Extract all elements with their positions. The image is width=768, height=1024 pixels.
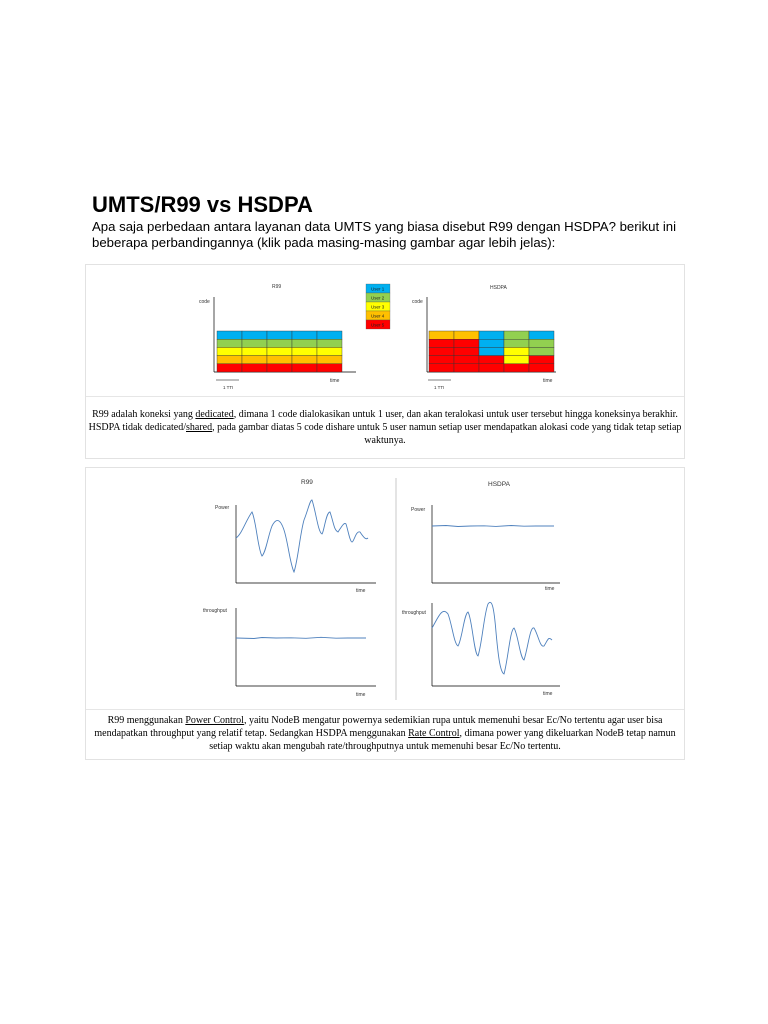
hsdpa-tti-label: 1 TTI	[434, 385, 445, 390]
code-allocation-figure[interactable]	[85, 264, 685, 459]
legend-label-user-2: User 2	[371, 295, 385, 301]
hsdpa-cell	[429, 331, 454, 339]
r99-tti-label: 1 TTI	[223, 385, 234, 390]
caption-text: , dimana power yang dikeluarkan NodeB tetap namun setiap waktu akan mengubah rate/throughputnya untuk memenuhi besar Ec/No tertentu.	[209, 728, 676, 752]
hsdpa-throughput-curve	[432, 602, 552, 674]
r99-cell	[317, 331, 342, 339]
r99-cell	[292, 331, 317, 339]
r99-throughput-label: throughput	[203, 608, 227, 614]
r99-title: R99	[272, 284, 282, 290]
caption-text: R99 adalah koneksi yang	[92, 409, 196, 420]
r99-cell	[217, 364, 242, 372]
figure2-separator	[86, 709, 684, 710]
r99-cell	[317, 364, 342, 372]
hsdpa-cell	[454, 331, 479, 339]
figure1-separator	[86, 396, 684, 397]
r99-cell	[217, 339, 242, 347]
r99-cell	[317, 347, 342, 355]
r99-cell	[242, 339, 267, 347]
hsdpa-cell	[504, 356, 529, 364]
hsdpa-cell	[529, 339, 554, 347]
hsdpa-cell	[479, 347, 504, 355]
r99-cell	[292, 364, 317, 372]
r99-cell	[242, 364, 267, 372]
hsdpa-power-curve	[432, 526, 554, 527]
caption-underline-rate-control: Rate Control	[408, 728, 460, 739]
caption-text: , yaitu NodeB mengatur powernya sedemikian rupa untuk memenuhi besar Ec/No tertentu agar user bisa mendapatkan throughput yang relatif tetap. Sedangkan HSDPA menggunakan	[94, 715, 663, 739]
r99-cell	[267, 356, 292, 364]
r99-cell	[242, 331, 267, 339]
caption-text: , dimana 1 code dialokasikan untuk 1 user, dan akan teralokasi untuk user tersebut hingga koneksinya berakhir. HSDPA tidak dedicated/	[88, 409, 678, 433]
r99-code-grid	[217, 331, 342, 372]
hsdpa-title: HSDPA	[490, 285, 507, 291]
r99-cell	[267, 347, 292, 355]
hsdpa-cell	[504, 339, 529, 347]
legend-label-user-1: User 1	[371, 286, 385, 292]
hsdpa-cell	[454, 339, 479, 347]
hsdpa-code-grid	[429, 331, 554, 372]
hsdpa-cell	[479, 356, 504, 364]
hsdpa-cell	[504, 347, 529, 355]
power-throughput-diagram	[86, 468, 684, 708]
power-throughput-figure[interactable]	[85, 467, 685, 760]
hsdpa-cell	[504, 364, 529, 372]
hsdpa-time-label: time	[543, 378, 553, 384]
hsdpa-cell	[454, 356, 479, 364]
hsdpa-cell	[529, 356, 554, 364]
r99-cell	[242, 356, 267, 364]
page-title: UMTS/R99 vs HSDPA	[92, 192, 313, 217]
code-allocation-diagram	[86, 265, 684, 395]
r99-cell	[217, 347, 242, 355]
legend-label-user-4: User 4	[371, 313, 385, 319]
r99-throughput-curve	[236, 637, 366, 638]
hsdpa-cell	[479, 331, 504, 339]
r99-cell	[317, 356, 342, 364]
hsdpa-cell	[529, 347, 554, 355]
hsdpa-code-label: code	[412, 299, 423, 305]
hsdpa-cell	[454, 364, 479, 372]
caption-underline-power-control: Power Control	[185, 715, 244, 726]
intro-paragraph: Apa saja perbedaan antara layanan data UMTS yang biasa disebut R99 dengan HSDPA? berikut ini beberapa perbandingannya (klik pada masing-masing gambar agar lebih jelas):	[92, 219, 677, 250]
hsdpa-cell	[429, 347, 454, 355]
r99-cell	[217, 356, 242, 364]
caption-text: , pada gambar diatas 5 code dishare untuk 5 user namun setiap user mendapatkan alokasi code yang tidak tetap setiap waktunya.	[212, 422, 682, 446]
hsdpa-power-label: Power	[411, 507, 426, 513]
r99-cell	[217, 331, 242, 339]
figure2-caption	[86, 714, 684, 753]
figure1-caption	[86, 408, 684, 447]
hsdpa-cell	[479, 339, 504, 347]
hsdpa-cell	[454, 347, 479, 355]
r99-throughput-time-label: time	[356, 692, 366, 698]
r99-cell	[317, 339, 342, 347]
hsdpa-throughput-label: throughput	[402, 610, 426, 616]
r99-time-label: time	[330, 378, 340, 384]
hsdpa-chart-title: HSDPA	[488, 481, 510, 488]
hsdpa-cell	[529, 331, 554, 339]
caption-text: R99 menggunakan	[107, 715, 186, 726]
r99-power-time-label: time	[356, 588, 366, 594]
hsdpa-cell	[429, 356, 454, 364]
hsdpa-cell	[504, 331, 529, 339]
r99-cell	[267, 339, 292, 347]
user-legend	[366, 284, 390, 329]
r99-power-curve	[236, 500, 368, 572]
hsdpa-power-time-label: time	[545, 586, 555, 592]
r99-code-label: code	[199, 299, 210, 305]
legend-label-user-3: User 3	[371, 304, 385, 310]
r99-cell	[242, 347, 267, 355]
hsdpa-cell	[429, 364, 454, 372]
r99-cell	[292, 339, 317, 347]
hsdpa-throughput-time-label: time	[543, 691, 553, 697]
r99-cell	[267, 364, 292, 372]
r99-cell	[292, 356, 317, 364]
hsdpa-cell	[429, 339, 454, 347]
hsdpa-cell	[529, 364, 554, 372]
caption-underline-dedicated: dedicated	[195, 409, 234, 420]
r99-cell	[292, 347, 317, 355]
r99-power-label: Power	[215, 505, 230, 511]
hsdpa-cell	[479, 364, 504, 372]
r99-cell	[267, 331, 292, 339]
legend-label-user-5: User 5	[371, 322, 385, 328]
r99-chart-title: R99	[301, 479, 313, 486]
caption-underline-shared: shared	[186, 422, 213, 433]
